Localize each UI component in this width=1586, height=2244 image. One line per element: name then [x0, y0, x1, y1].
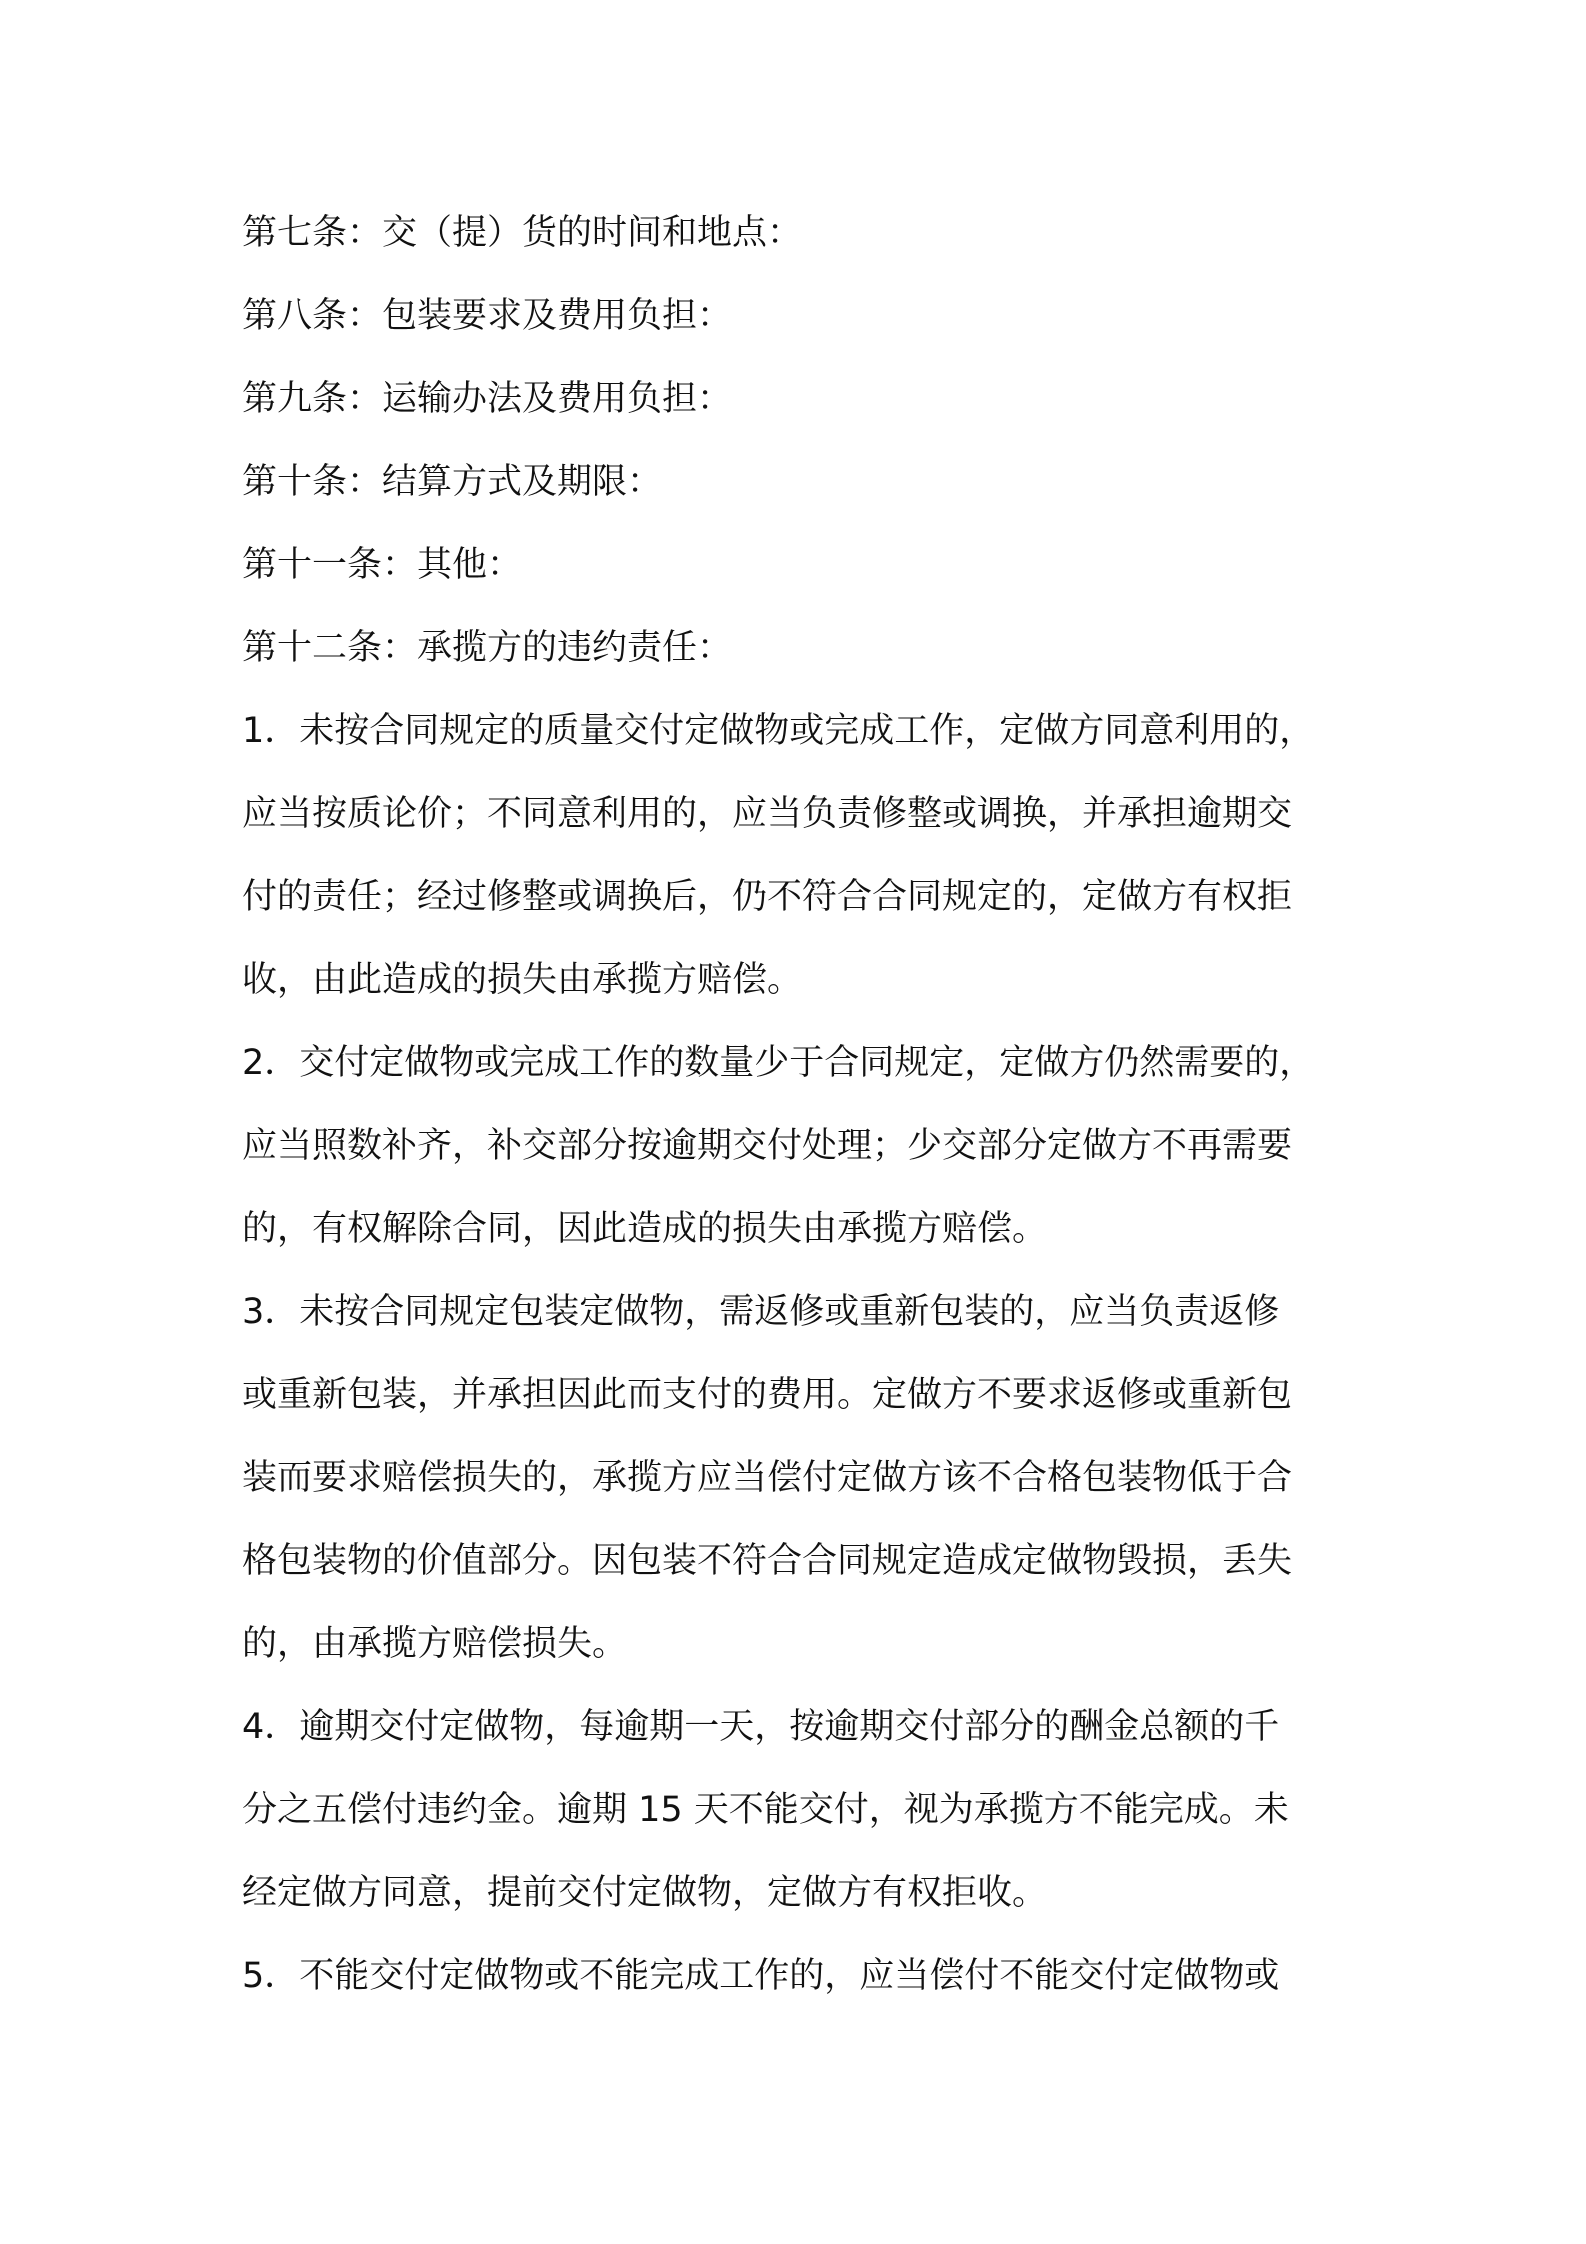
clause-3-line: 或重新包装，并承担因此而支付的费用。定做方不要求返修或重新包	[242, 1375, 1293, 1415]
clause-1-line: 收，由此造成的损失由承揽方赔偿。	[242, 960, 803, 1000]
article-7-heading: 第七条：交（提）货的时间和地点：	[242, 213, 803, 253]
clause-2-line: 2．交付定做物或完成工作的数量少于合同规定，定做方仍然需要的，	[242, 1043, 1315, 1083]
article-12-heading: 第十二条：承揽方的违约责任：	[242, 628, 733, 668]
clause-3-line: 3．未按合同规定包装定做物，需返修或重新包装的，应当负责返修	[242, 1292, 1280, 1332]
clause-2-line: 应当照数补齐，补交部分按逾期交付处理；少交部分定做方不再需要	[242, 1126, 1293, 1166]
clause-2-line: 的，有权解除合同，因此造成的损失由承揽方赔偿。	[242, 1209, 1048, 1249]
clause-1-line: 1．未按合同规定的质量交付定做物或完成工作，定做方同意利用的，	[242, 711, 1315, 751]
clause-3-line: 装而要求赔偿损失的，承揽方应当偿付定做方该不合格包装物低于合	[242, 1458, 1293, 1498]
clause-1-line: 应当按质论价；不同意利用的，应当负责修整或调换，并承担逾期交	[242, 794, 1293, 834]
article-9-heading: 第九条：运输办法及费用负担：	[242, 379, 733, 419]
clause-5-line: 5．不能交付定做物或不能完成工作的，应当偿付不能交付定做物或	[242, 1956, 1280, 1996]
article-11-heading: 第十一条：其他：	[242, 545, 523, 585]
clause-3-line: 格包装物的价值部分。因包装不符合合同规定造成定做物毁损，丢失	[242, 1541, 1293, 1581]
article-10-heading: 第十条：结算方式及期限：	[242, 462, 663, 502]
clause-3-line: 的，由承揽方赔偿损失。	[242, 1624, 628, 1664]
clause-4-line: 经定做方同意，提前交付定做物，定做方有权拒收。	[242, 1873, 1048, 1913]
document-body	[242, 192, 1372, 2018]
article-8-heading: 第八条：包装要求及费用负担：	[242, 296, 733, 336]
clause-4-line: 4．逾期交付定做物，每逾期一天，按逾期交付部分的酬金总额的千	[242, 1707, 1280, 1747]
clause-1-line: 付的责任；经过修整或调换后，仍不符合合同规定的，定做方有权拒	[242, 877, 1293, 917]
clause-4-line: 分之五偿付违约金。逾期 15 天不能交付，视为承揽方不能完成。未	[242, 1790, 1289, 1830]
